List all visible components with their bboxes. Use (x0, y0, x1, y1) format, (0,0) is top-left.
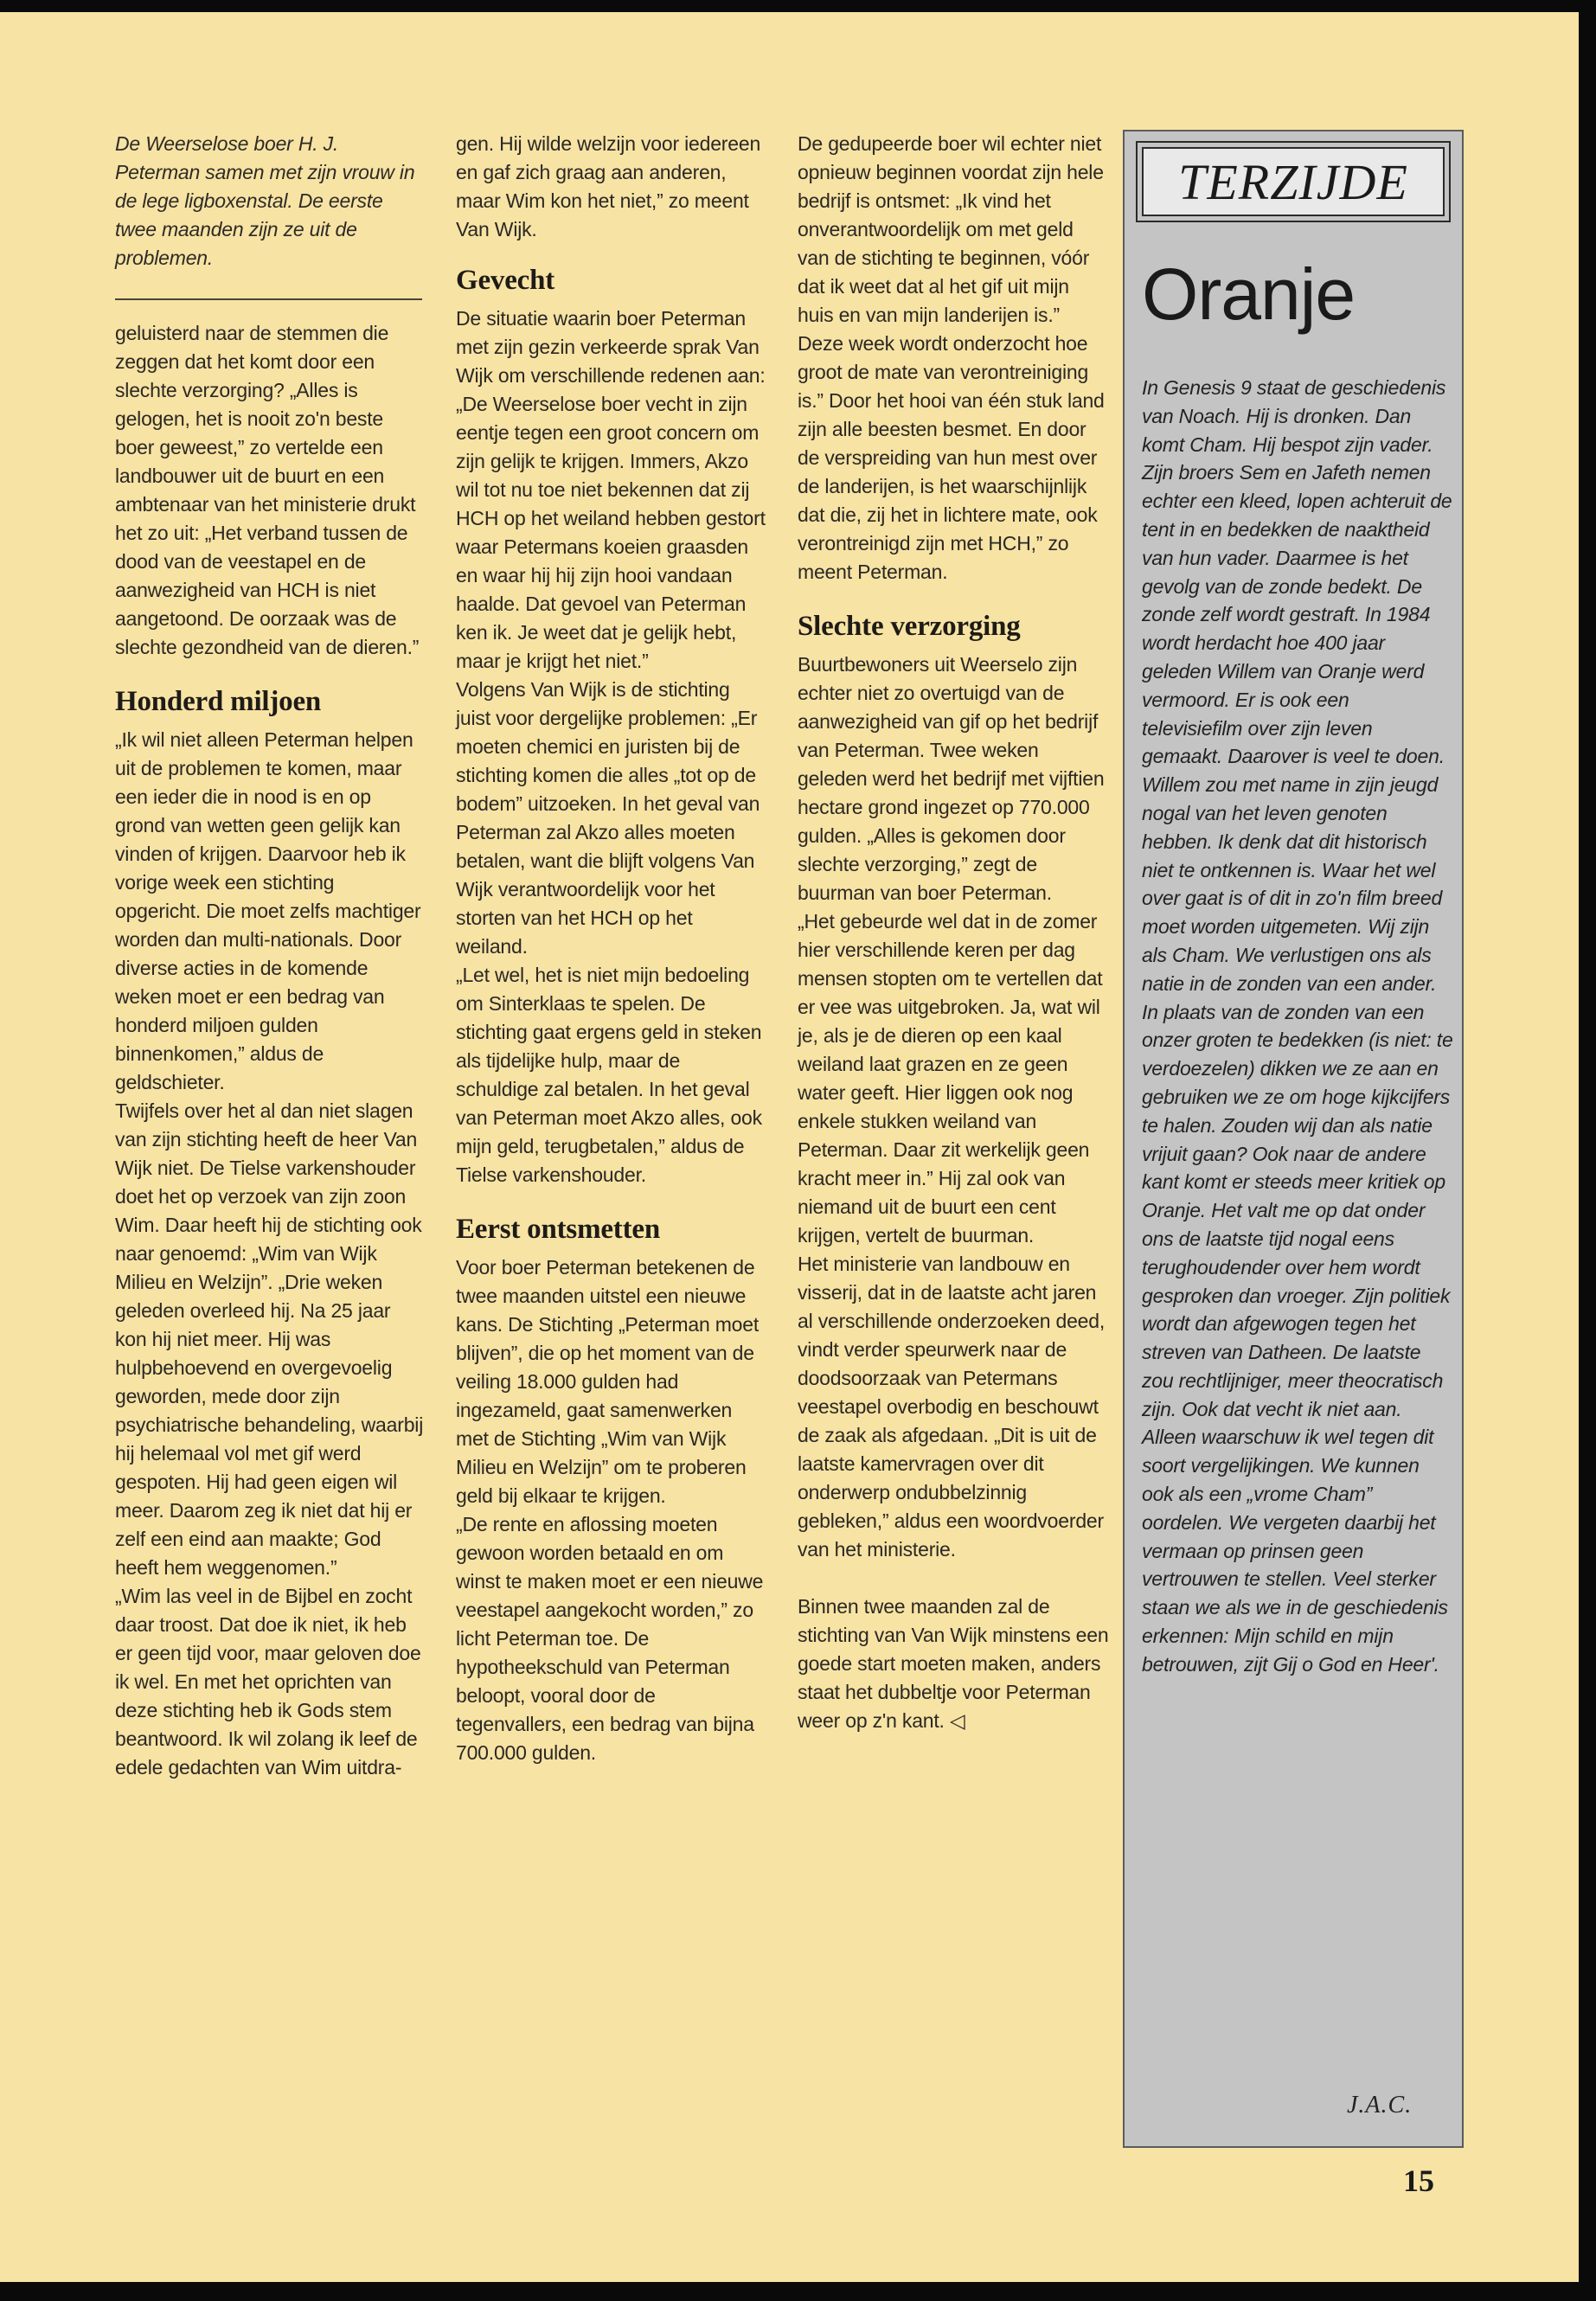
scan-border-bottom (0, 2282, 1596, 2301)
paragraph: Het ministerie van landbouw en visserij, dat in de laatste acht jaren al verschillende onderzoeken deed, vindt verder speurwerk naar de doodsoorzaak van Petermans veestapel overbodig en beschouwt de zaak als afgedaan. „Dit is uit de laatste kamervragen over dit onderwerp ondubbelzinnig gebleken,” aldus een woordvoerder van het ministerie. (798, 1253, 1106, 1561)
scan-border-top (0, 0, 1596, 12)
photo-caption: De Weerselose boer H. J. Peterman samen met zijn vrouw in de lege ligboxenstal. De eerste twee maanden zijn ze uit de problemen. (115, 132, 415, 269)
article-column-3 (798, 130, 1109, 1735)
paragraph: geluisterd naar de stemmen die zeggen dat het komt door een slechte verzorging? „Alles is gelogen, het is nooit zo'n beste boer geweest,” zo vertelde een landbouwer uit de buurt en een ambtenaar van het ministerie drukt het zo uit: „Het verband tussen de dood van de veestapel en de aanwezigheid van HCH is niet aangetoond. De oorzaak was de slechte gezondheid van de dieren.” (115, 322, 420, 658)
paragraph: De gedupeerde boer wil echter niet opnieuw beginnen voordat zijn hele bedrijf is ontsmet: „Ik vind het onverantwoordelijk om met geld van de stichting te beginnen, vóór dat ik weet dat al het gif uit mijn huis en van mijn landerijen is.” Deze week wordt onderzocht hoe groot de mate van verontreiniging is.” Door het hooi van één stuk land zijn alle beesten besmet. En door de verspreiding van hun mest over de landerijen, is het waarschijnlijk dat die, zij het in lichtere mate, ook verontreinigd zijn met HCH,” zo meent Peterman. (798, 132, 1105, 583)
paragraph: gen. Hij wilde welzijn voor iedereen en gaf zich graag aan anderen, maar Wim kon het niet,” zo meent Van Wijk. (456, 132, 761, 240)
terzijde-label-box (1142, 147, 1445, 216)
author-signature: J.A.C. (1347, 2092, 1413, 2118)
scan-border-right (1579, 0, 1596, 2301)
article-column-2 (456, 130, 767, 1767)
paragraph: Binnen twee maanden zal de stichting van Van Wijk minstens een goede start moeten maken, anders staat het dubbeltje voor Peterman weer op z'n kant. ◁ (798, 1595, 1109, 1732)
paragraph: De situatie waarin boer Peterman met zijn gezin verkeerde sprak Van Wijk om verschillende redenen aan: „De Weerselose boer vecht in zijn eentje tegen een groot concern om zijn gelijk te krijgen. Immers, Akzo wil tot nu toe niet bekennen dat zij HCH op het weiland hebben gestort waar Petermans koeien graasden en waar hij hij zijn hooi vandaan haalde. Dat gevoel van Peterman ken ik. Je weet dat je gelijk hebt, maar je krijgt het niet.” (456, 307, 766, 672)
paragraph: „Het gebeurde wel dat in de zomer hier verschillende keren per dag mensen stopten om te vertellen dat er vee was uitgebroken. Ja, wat wil je, als je de dieren op een kaal weiland laat grazen en ze geen water geeft. Hier liggen ook nog enkele stukken weiland van Peterman. Daar zit werkelijk geen kracht meer in.” Hij zal ook van niemand uit de buurt een cent krijgen, vertelt de buurman. (798, 910, 1103, 1247)
article-column-1 (115, 130, 425, 1782)
paragraph: Twijfels over het al dan niet slagen van zijn stichting heeft de heer Van Wijk niet. De Tielse varkenshouder doet het op verzoek van zijn zoon Wim. Daar heeft hij de stichting ook naar genoemd: „Wim van Wijk Milieu en Welzijn”. „Drie weken geleden overleed hij. Na 25 jaar kon hij niet meer. Hij was hulpbehoevend en overgevoelig geworden, mede door zijn psychiatrische behandeling, waarbij hij helemaal vol met gif werd gespoten. Hij had geen eigen wil meer. Daarom zeg ik niet dat hij er zelf een eind aan maakte; God heeft hem weggenomen.” (115, 1099, 424, 1579)
paragraph: Volgens Van Wijk is de stichting juist voor dergelijke problemen: „Er moeten chemici en juristen bij de stichting komen die alles „tot op de bodem” uitzoeken. In het geval van Peterman zal Akzo alles moeten betalen, want die blijft volgens Van Wijk verantwoordelijk voor het storten van het HCH op het weiland. (456, 678, 760, 958)
subheading-eerst-ontsmetten: Eerst ontsmetten (456, 1214, 660, 1245)
sidebar-title: Oranje (1142, 253, 1356, 335)
page-number: 15 (1403, 2163, 1434, 2198)
subheading-gevecht: Gevecht (456, 265, 555, 296)
paragraph: Buurtbewoners uit Weerselo zijn echter niet zo overtuigd van de aanwezigheid van gif op het bedrijf van Peterman. Twee weken geleden werd het bedrijf met vijftien hectare grond ingezet op 770.000 gulden. „Alles is gekomen door slechte verzorging,” zegt de buurman van boer Peterman. (798, 653, 1105, 904)
paragraph: „Wim las veel in de Bijbel en zocht daar troost. Dat doe ik niet, ik heb er geen tijd voor, maar geloven doe ik wel. En met het oprichten van deze stichting heb ik Gods stem beantwoord. Ik wil zolang ik leef de edele gedachten van Wim uitdra- (115, 1585, 421, 1779)
caption-divider (115, 298, 422, 300)
terzijde-sidebar (1123, 130, 1464, 2148)
paragraph: „De rente en aflossing moeten gewoon worden betaald en om winst te maken moet er een nieuwe veestapel aangekocht worden,” zo licht Peterman toe. De hypotheekschuld van Peterman beloopt, vooral door de tegenvallers, een bedrag van bijna 700.000 gulden. (456, 1513, 764, 1764)
sidebar-body: In Genesis 9 staat de geschiedenis van Noach. Hij is dronken. Dan komt Cham. Hij bespot zijn vader. Zijn broers Sem en Jafeth nemen echter een kleed, lopen achteruit de tent in en bedekken de naaktheid van hun vader. Daarmee is het gevolg van de zonde bedekt. De zonde zelf wordt gestraft. In 1984 wordt herdacht hoe 400 jaar geleden Willem van Oranje werd vermoord. Er is ook een televisiefilm over zijn leven gemaakt. Daarover is veel te doen. Willem zou met name in zijn jeugd nogal van het leven genoten hebben. Ik denk dat dit historisch niet te ontkennen is. Waar het wel over gaat is of dit in zo'n film breed moet worden uitgemeten. Wij zijn als Cham. We verlustigen ons als natie in de zonden van een ander. In plaats van de zonden van een onzer groten te bedekken (is niet: te verdoezelen) dikken we ze aan en gebruiken we ze om hoge kijkcijfers te halen. Zouden wij dan als natie vrijuit gaan? Ook naar de andere kant komt er steeds meer kritiek op Oranje. Het valt me op dat onder ons de laatste tijd nogal eens terughoudender over hem wordt gesproken dan vroeger. Zijn politiek wordt dan afgewogen tegen het streven van Datheen. De laatste zou rechtlijniger, meer theocratisch zijn. Ook dat vecht ik niet aan. Alleen waarschuw ik wel tegen dit soort vergelijkingen. We kunnen ook als een „vrome Cham” oordelen. We vergeten daarbij het vermaan op prinsen geen vertrouwen te stellen. Veel sterker staan we als we in de geschiedenis erkennen: Mijn schild en mijn betrouwen, zijt Gij o God en Heer'. (1142, 376, 1453, 1676)
paragraph: „Ik wil niet alleen Peterman helpen uit de problemen te komen, maar een ieder die in nood is en op grond van wetten geen gelijk kan vinden of krijgen. Daarvoor heb ik vorige week een stichting opgericht. Die moet zelfs machtiger worden dan multi-nationals. Door diverse acties in de komende weken moet er een bedrag van honderd miljoen gulden binnenkomen,” aldus de geldschieter. (115, 728, 421, 1093)
terzijde-label: TERZIJDE (1178, 153, 1408, 210)
paragraph: Voor boer Peterman betekenen de twee maanden uitstel een nieuwe kans. De Stichting „Peterman moet blijven”, die op het moment van de veiling 18.000 gulden had ingezameld, gaat samenwerken met de Stichting „Wim van Wijk Milieu en Welzijn” om te proberen geld bij elkaar te krijgen. (456, 1256, 760, 1507)
subheading-honderd-miljoen: Honderd miljoen (115, 686, 322, 717)
subheading-slechte-verzorging: Slechte verzorging (798, 611, 1021, 642)
paragraph: „Let wel, het is niet mijn bedoeling om Sinterklaas te spelen. De stichting gaat ergens geld in steken als tijdelijke hulp, maar de schuldige zal betalen. In het geval van Peterman moet Akzo alles, ook mijn geld, terugbetalen,” aldus de Tielse varkenshouder. (456, 964, 762, 1186)
